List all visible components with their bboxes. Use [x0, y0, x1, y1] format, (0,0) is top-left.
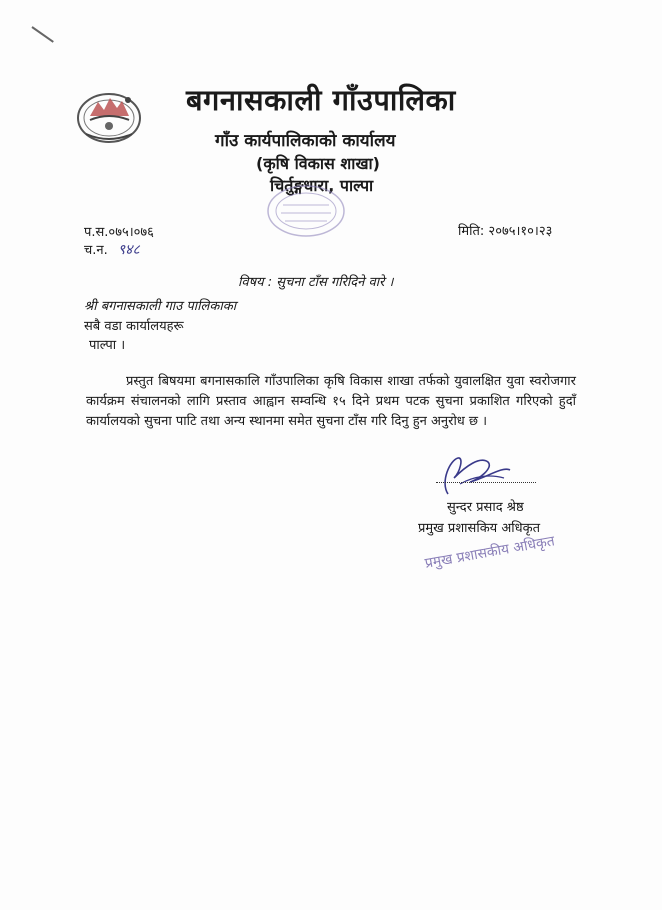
org-name: बगनासकाली गाँउपालिका	[186, 83, 456, 117]
signature-line	[436, 474, 536, 483]
signatory-title: प्रमुख प्रशासकिय अधिकृत	[418, 521, 541, 536]
signatory-name: सुन्दर प्रसाद श्रेष्ठ	[447, 500, 524, 515]
reference-number: प.स.०७५।०७६	[84, 225, 154, 240]
office-location: चिर्तुङ्गधारा, पाल्पा	[270, 176, 374, 195]
staple-mark	[31, 26, 53, 43]
emblem-logo	[76, 86, 142, 144]
dispatch-label: च.न.	[84, 243, 108, 258]
designation-stamp: प्रमुख प्रशासकीय अधिकृत	[423, 533, 556, 572]
branch-name: (कृषि विकास शाखा)	[256, 154, 380, 173]
letter-date: मिति: २०७५।१०।२३	[458, 224, 553, 239]
recipient-line-3: पाल्पा ।	[89, 338, 126, 353]
recipient-line-2: सबै वडा कार्यालयहरू	[84, 319, 184, 334]
office-name: गाँउ कार्यपालिकाको कार्यालय	[215, 131, 396, 151]
office-seal	[265, 183, 347, 239]
letter-body: प्रस्तुत बिषयमा बगनासकालि गाँउपालिका कृषि विकास शाखा तर्फको युवालक्षित युवा स्वरोजगार कार्यक्रम संचालनको लागि प्रस्ताव आह्वान सम्वन्धि १५ दिने प्रथम पटक सुचना प्रकाशित गरिएको हुदाँ कार्यालयको सुचना पाटि तथा अन्य स्थानमा समेत सुचना टाँस गरि दिनु हुन अनुरोध छ ।	[86, 374, 576, 429]
dispatch-number: ९४८	[117, 242, 140, 258]
recipient-line-1: श्री बगनासकाली गाउ पालिकाका	[84, 299, 237, 314]
dispatch-number-row	[84, 240, 140, 259]
subject-line: विषय : सुचना टाँस गरिदिने वारे ।	[238, 275, 394, 290]
